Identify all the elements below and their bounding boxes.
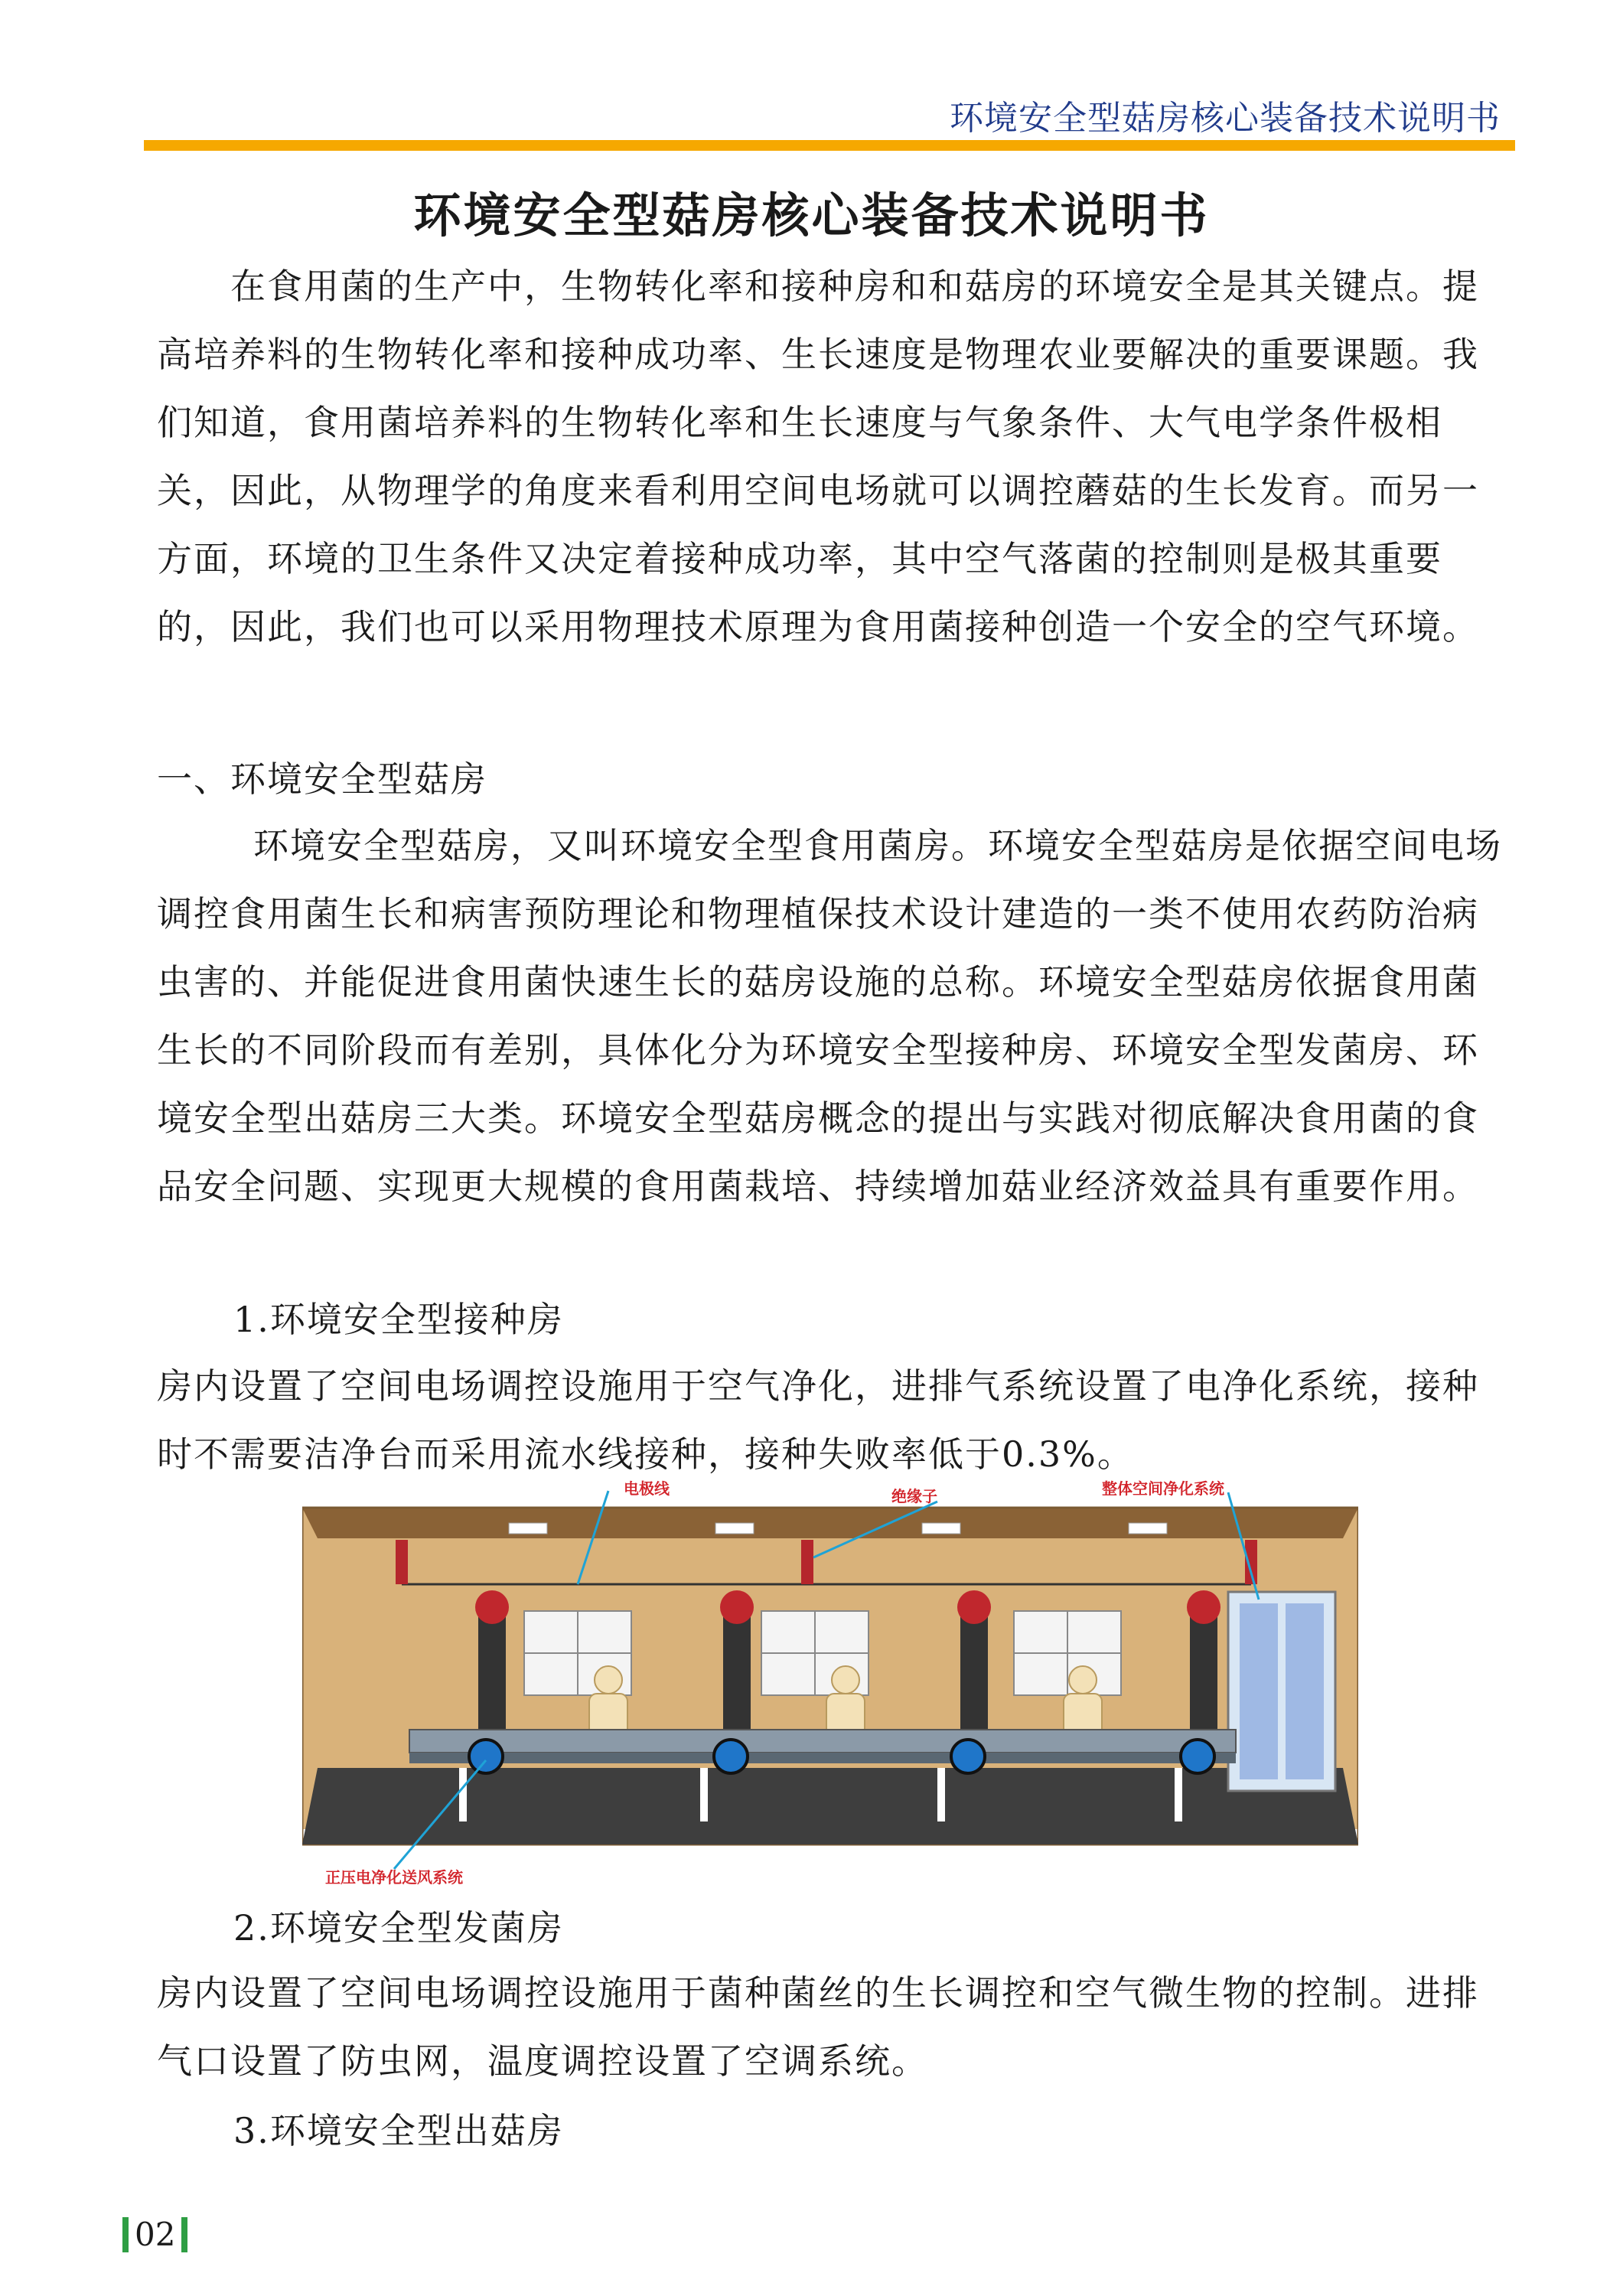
subsection-1-heading: 1.环境安全型接种房 xyxy=(233,1299,564,1340)
subsection-2-paragraph: 房内设置了空间电场调控设施用于菌种菌丝的生长调控和空气微生物的控制。进排气口设置了防虫网，温度调控设置了空调系统。 xyxy=(157,1972,1479,2082)
label-space-purification-system: 整体空间净化系统 xyxy=(1102,1479,1224,1498)
document-title: 环境安全型菇房核心装备技术说明书 xyxy=(413,188,1210,243)
ceiling-light xyxy=(1129,1523,1167,1534)
header-rule xyxy=(144,140,1515,151)
label-electrode-wire: 电极线 xyxy=(624,1479,670,1498)
page-marker-right xyxy=(181,2217,187,2252)
ceiling-light xyxy=(922,1523,960,1534)
ceiling-light xyxy=(715,1523,754,1534)
subsection-3-heading: 3.环境安全型出菇房 xyxy=(233,2110,564,2151)
page-number: 02 xyxy=(135,2216,176,2253)
intro-paragraph: 在食用菌的生产中，生物转化率和接种房和和菇房的环境安全是其关键点。提高培养料的生物转化率和接种成功率、生长速度是物理农业要解决的重要课题。我们知道，食用菌培养料的生物转化率和生长速度与气象条件、大气电学条件极相关，因此，从物理学的角度来看利用空间电场就可以调控蘑菇的生长发育。而另一方面，环境的卫生条件又决定着接种成功率，其中空气落菌的控制则是极其重要的，因此，我们也可以采用物理技术原理为食用菌接种创造一个安全的空气环境。 xyxy=(157,266,1479,647)
inoculation-room-figure xyxy=(302,1477,1358,1890)
section-1-heading: 一、环境安全型菇房 xyxy=(157,758,487,800)
glass-door xyxy=(1228,1592,1335,1791)
section-1-paragraph: 环境安全型菇房，又叫环境安全型食用菌房。环境安全型菇房是依据空间电场调控食用菌生长和病害预防理论和物理植保技术设计建造的一类不使用农药防治病虫害的、并能促进食用菌快速生长的菇房设施的总称。环境安全型菇房依据食用菌生长的不同阶段而有差别，具体化分为环境安全型接种房、环境安全型发菌房、环境安全型出菇房三大类。环境安全型菇房概念的提出与实践对彻底解决食用菌的食品安全问题、实现更大规模的食用菌栽培、持续增加菇业经济效益具有重要作用。 xyxy=(157,825,1502,1207)
subsection-2-heading: 2.环境安全型发菌房 xyxy=(233,1907,564,1949)
ceiling xyxy=(302,1508,1358,1538)
subsection-1-paragraph: 房内设置了空间电场调控设施用于空气净化，进排气系统设置了电净化系统，接种时不需要洁净台而采用流水线接种，接种失败率低于0.3%。 xyxy=(157,1365,1479,1475)
page-number-footer xyxy=(122,2216,187,2253)
page-marker-left xyxy=(122,2217,129,2252)
label-insulator: 绝缘子 xyxy=(891,1487,937,1505)
ceiling-light xyxy=(509,1523,547,1534)
running-header-title: 环境安全型菇房核心装备技术说明书 xyxy=(950,99,1501,138)
inoculation-room-illustration xyxy=(302,1477,1358,1890)
label-positive-pressure-air-supply: 正压电净化送风系统 xyxy=(325,1868,463,1887)
